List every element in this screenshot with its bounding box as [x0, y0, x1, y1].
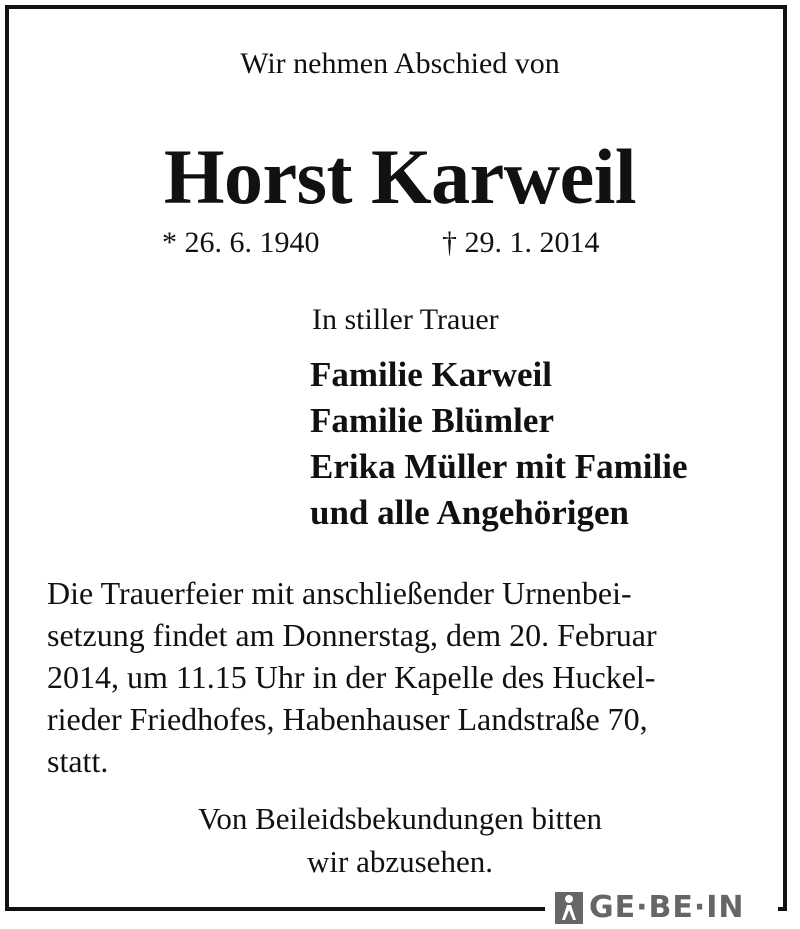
mourners-list: [310, 352, 687, 536]
bottom-rule-end: [778, 907, 787, 911]
mourner-line: Familie Karweil: [310, 355, 553, 394]
closing-line: Von Beileidsbekundungen bitten: [197, 801, 603, 836]
gebein-logo-text: GE·BE·IN: [589, 889, 745, 925]
mourner-line: Erika Müller mit Familie: [310, 447, 688, 486]
mourner-line: Familie Blümler: [310, 401, 554, 440]
closing-line: wir abzusehen.: [307, 844, 493, 879]
gebein-logo: [555, 888, 745, 926]
ceremony-paragraph: [47, 572, 747, 782]
closing-paragraph: [0, 797, 800, 883]
ceremony-line: setzung findet am Donnerstag, dem 20. Februar: [47, 617, 657, 653]
ceremony-line: 2014, um 11.15 Uhr in der Kapelle des Huckel-: [47, 659, 656, 695]
deceased-name: Horst Karweil: [163, 133, 637, 220]
mourner-line: und alle Angehörigen: [310, 493, 629, 532]
ceremony-line: statt.: [47, 743, 109, 779]
intro-line: Wir nehmen Abschied von: [240, 47, 560, 80]
grief-line: In stiller Trauer: [312, 303, 499, 336]
birth-date: * 26. 6. 1940: [162, 226, 320, 259]
ceremony-line: Die Trauerfeier mit anschließender Urnenbei-: [47, 575, 632, 611]
bottom-rule: [5, 907, 545, 911]
gebein-figure-icon: [555, 890, 583, 924]
ceremony-line: rieder Friedhofes, Habenhauser Landstraße 70,: [47, 701, 648, 737]
death-date: † 29. 1. 2014: [442, 226, 600, 259]
